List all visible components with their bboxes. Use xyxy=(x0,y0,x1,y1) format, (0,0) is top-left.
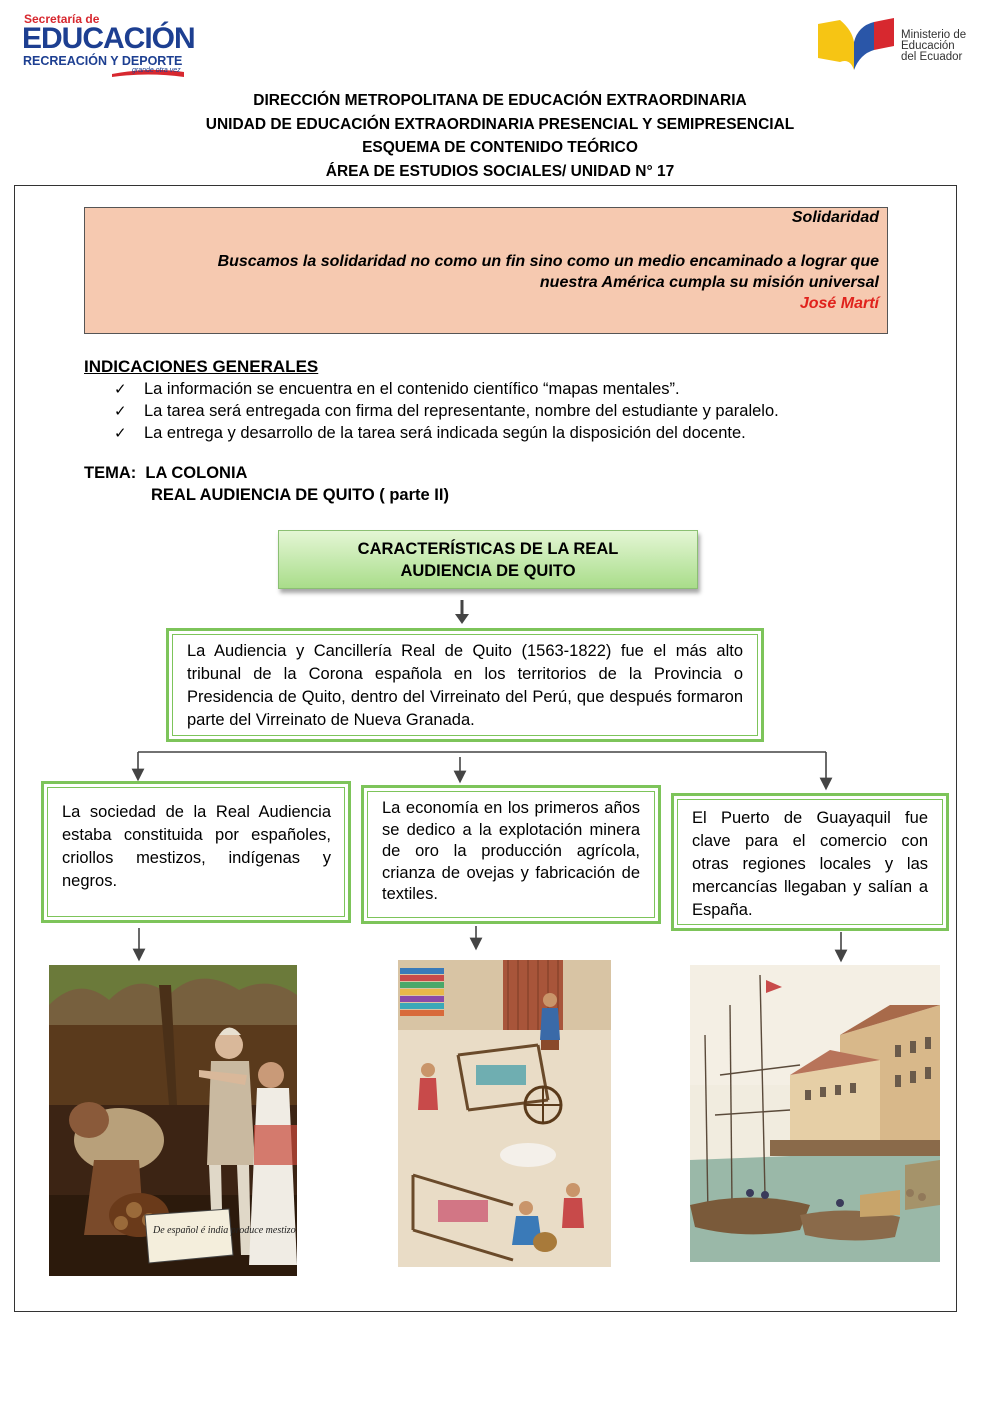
quote-title: Solidaridad xyxy=(791,209,879,226)
society-caption: De español é india produce mestizo xyxy=(153,1225,296,1236)
indication-text: La entrega y desarrollo de la tarea será indicada según la disposición del docente. xyxy=(144,424,746,442)
header-line-4: ÁREA DE ESTUDIOS SOCIALES/ UNIDAD N° 17 xyxy=(325,163,675,180)
guayaquil-port-painting xyxy=(690,965,940,1262)
logo-tagline: grande otra vez xyxy=(132,67,181,74)
header-line-2: UNIDAD DE EDUCACIÓN EXTRAORDINARIA PRESENCIAL Y SEMIPRESENCIAL xyxy=(205,116,795,133)
diagram-title-line-1: CARACTERÍSTICAS DE LA REAL xyxy=(357,540,619,558)
quote-author: José Martí xyxy=(799,295,879,312)
society-box xyxy=(41,781,351,923)
header-line-1: DIRECCIÓN METROPOLITANA DE EDUCACIÓN EXTRAORDINARIA xyxy=(253,92,747,109)
quote-text-line-2: nuestra América cumpla su misión universal xyxy=(539,274,879,291)
economy-box xyxy=(361,785,661,924)
logo-line-2: EDUCACIÓN xyxy=(22,22,195,55)
economy-text: La economía en los primeros años se dedico a la explotación minera de oro la producción agrícola, crianza de ovejas y fabricación de textiles. xyxy=(382,799,640,903)
audiencia-definition-text: La Audiencia y Cancillería Real de Quito (1563-1822) fue el más alto tribunal de la Corona española en los territorios de la Provincia o Presidencia de Quito, dentro del Virreinato del Perú, que después formaron parte del Virreinato de Nueva Granada. xyxy=(187,642,743,729)
logo-line-3: RECREACIÓN Y DEPORTE xyxy=(23,54,183,68)
quote-text-line-1: Buscamos la solidaridad no como un fin sino como un medio encaminado a lograr que xyxy=(217,253,879,270)
indications-title: INDICACIONES GENERALES xyxy=(84,357,319,376)
check-icon: ✓ xyxy=(114,403,127,420)
ministerio-line-3: del Ecuador xyxy=(901,51,963,63)
diagram-title-line-2: AUDIENCIA DE QUITO xyxy=(400,562,576,580)
society-text: La sociedad de la Real Audiencia estaba constituida por españoles, criollos mestizos, indígenas y negros. xyxy=(62,803,331,890)
check-icon: ✓ xyxy=(114,381,127,398)
textile-painting xyxy=(398,960,611,1267)
port-box xyxy=(671,793,949,931)
tema-label: TEMA: xyxy=(84,464,137,482)
check-icon: ✓ xyxy=(114,425,127,442)
tema-line-2: REAL AUDIENCIA DE QUITO ( parte II) xyxy=(151,486,449,504)
audiencia-definition-box xyxy=(166,628,764,742)
diagram-title-box xyxy=(278,530,698,589)
society-painting xyxy=(49,965,297,1276)
header-line-3: ESQUEMA DE CONTENIDO TEÓRICO xyxy=(362,139,638,156)
indication-text: La información se encuentra en el contenido científico “mapas mentales”. xyxy=(144,380,680,398)
port-text: El Puerto de Guayaquil fue clave para el comercio con otras regiones locales y las mercancías llegaban y salían a España. xyxy=(692,809,928,919)
indication-text: La tarea será entregada con firma del representante, nombre del estudiante y paralelo. xyxy=(144,402,779,420)
tema-line-1: LA COLONIA xyxy=(145,464,248,482)
ministerio-line-1: Ministerio de xyxy=(901,29,967,41)
logo-line-1: Secretaría de xyxy=(24,12,100,26)
ministerio-line-2: Educación xyxy=(901,40,955,52)
